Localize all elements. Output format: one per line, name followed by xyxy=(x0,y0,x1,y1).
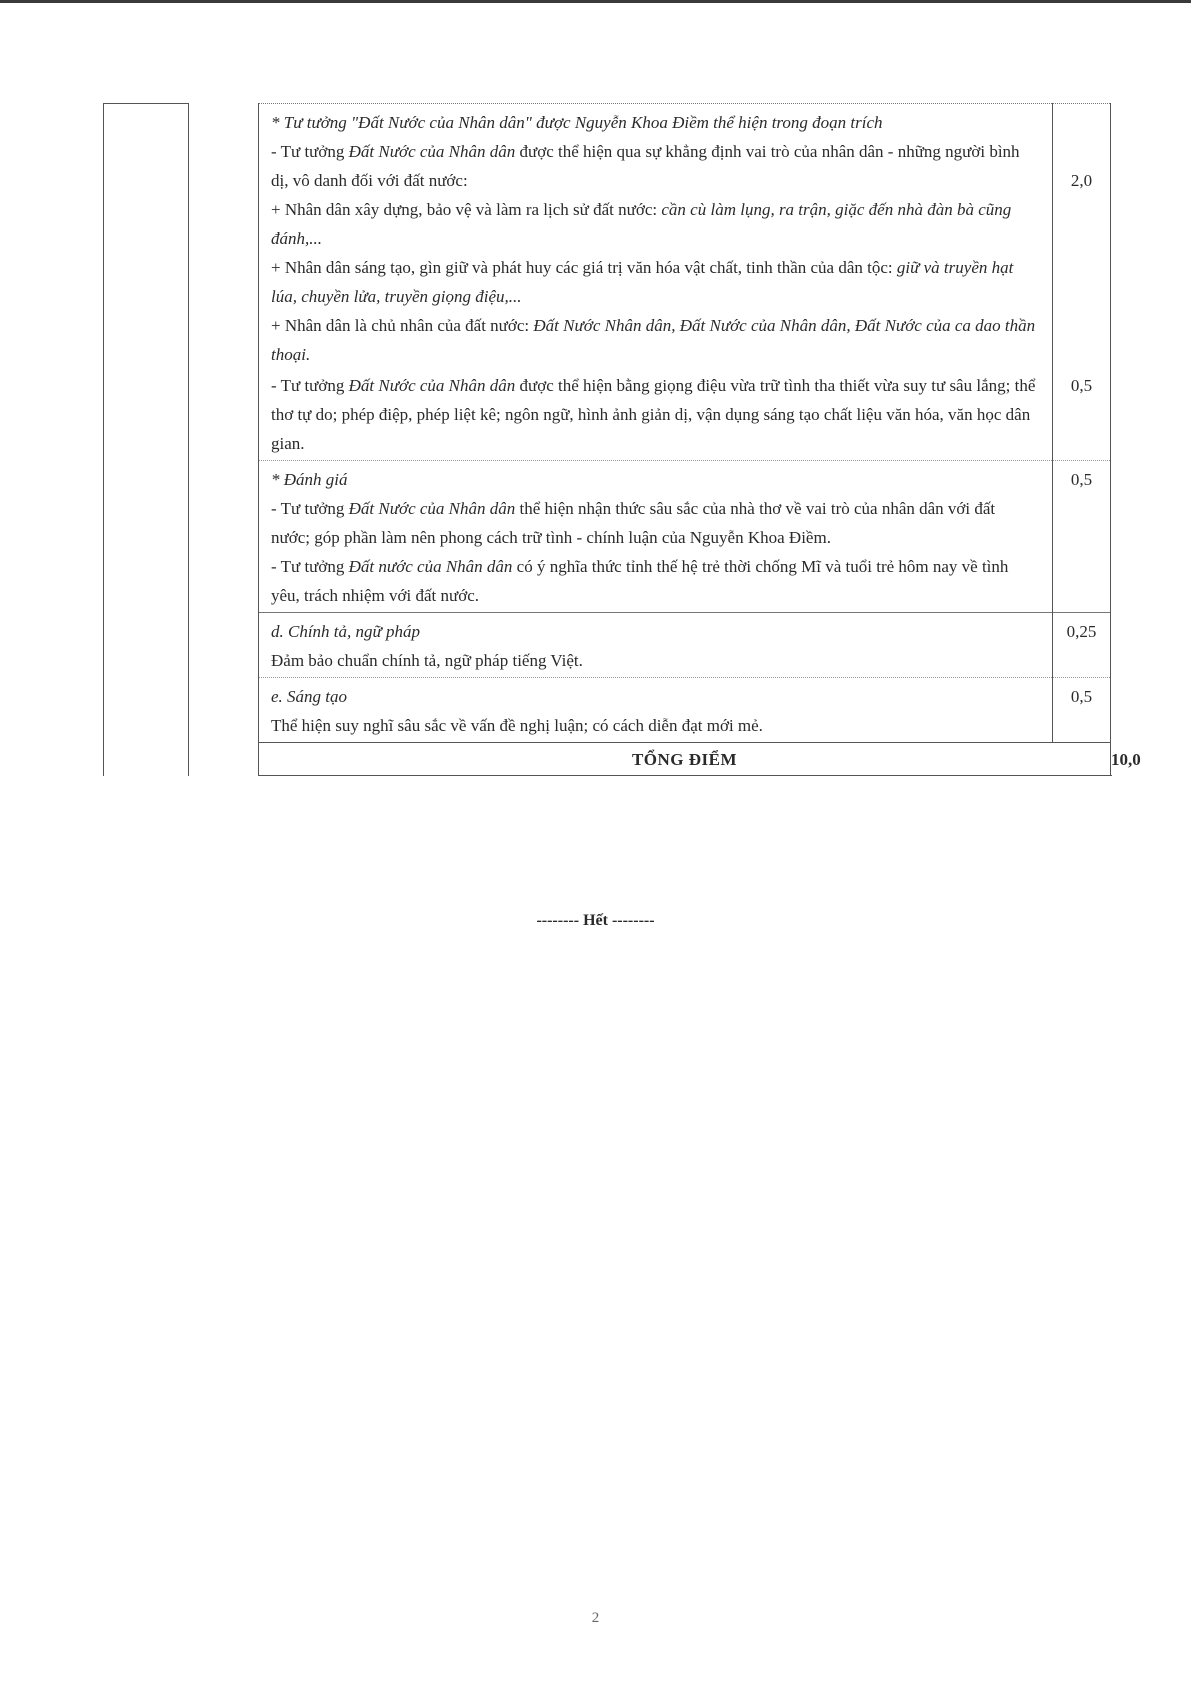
text-run: - Tư tưởng xyxy=(271,557,349,576)
criteria-paragraph xyxy=(271,552,1038,610)
text-run-italic: Đất nước của Nhân dân xyxy=(348,557,513,576)
score-value: 0,5 xyxy=(1070,687,1093,706)
criteria-paragraph xyxy=(271,494,1038,552)
criteria-paragraph xyxy=(271,137,1038,195)
part-cell xyxy=(189,104,259,776)
text-run: thể hiện nhận thức sâu sắc của nhà thơ về vai trò của nhân dân với đất nước; góp phần làm nên phong cách trữ tình - chính luận của Nguyễn Khoa Điềm. xyxy=(271,499,996,547)
end-marker: -------- Hết -------- xyxy=(536,912,655,929)
section-heading: * Đánh giá xyxy=(271,470,348,489)
page-top-edge xyxy=(0,0,1191,3)
text-run: được thể hiện bằng giọng điệu vừa trữ tình tha thiết vừa suy tư sâu lắng; thể thơ tự do; phép điệp, phép liệt kê; ngôn ngữ, hình ảnh giản dị, vận dụng sáng tạo chất liệu văn hóa, văn học dân gian. xyxy=(271,376,1036,453)
section-heading: * Tư tưởng "Đất Nước của Nhân dân" được Nguyễn Khoa Điềm thể hiện trong đoạn trích xyxy=(271,113,883,132)
text-run: + Nhân dân là chủ nhân của đất nước: xyxy=(271,316,534,335)
total-label: TỔNG ĐIỂM xyxy=(259,743,1111,776)
section-heading: d. Chính tả, ngữ pháp xyxy=(271,622,421,641)
score-value: 0,5 xyxy=(1070,470,1093,489)
text-run: + Nhân dân xây dựng, bảo vệ và làm ra lịch sử đất nước: xyxy=(271,200,662,219)
question-cell xyxy=(104,104,189,776)
text-run-italic: Đất Nước của Nhân dân xyxy=(348,376,516,395)
text-run-italic: cần cù làm lụng, ra trận, giặc đến nhà đàn bà cũng đánh,... xyxy=(271,200,1012,248)
text-run: + Nhân dân sáng tạo, gìn giữ và phát huy các giá trị văn hóa vật chất, tinh thần của dân tộc: xyxy=(271,258,897,277)
section-heading: e. Sáng tạo xyxy=(271,687,348,706)
score-cell xyxy=(1053,371,1111,461)
criteria-cell xyxy=(259,678,1053,743)
criteria-paragraph xyxy=(271,195,1038,253)
score-cell xyxy=(1053,461,1111,613)
criteria-cell xyxy=(259,461,1053,613)
text-run-italic: Đất Nước của Nhân dân xyxy=(348,142,516,161)
criteria-paragraph xyxy=(271,253,1038,311)
criteria-paragraph xyxy=(271,311,1038,369)
criteria-paragraph xyxy=(271,371,1038,458)
criteria-cell xyxy=(259,104,1053,372)
text-run-italic: Đất Nước của Nhân dân xyxy=(348,499,516,518)
text-run: được thể hiện qua sự khẳng định vai trò của nhân dân - những người bình dị, vô danh đối với đất nước: xyxy=(271,142,1020,190)
text-run-italic: Đất Nước Nhân dân, Đất Nước của Nhân dân, Đất Nước của ca dao thần thoại. xyxy=(271,316,1036,364)
text-run: - Tư tưởng xyxy=(271,499,349,518)
score-value: 0,5 xyxy=(1070,376,1093,395)
text-run-italic: giữ và truyền hạt lúa, chuyền lửa, truyền giọng điệu,... xyxy=(271,258,1014,306)
criteria-paragraph: Thể hiện suy nghĩ sâu sắc về vấn đề nghị luận; có cách diễn đạt mới mẻ. xyxy=(271,716,763,735)
score-cell xyxy=(1053,104,1111,372)
table-row xyxy=(104,104,1111,372)
text-run: có ý nghĩa thức tỉnh thế hệ trẻ thời chống Mĩ và tuổi trẻ hôm nay về tình yêu, trách nhiệm với đất nước. xyxy=(271,557,1009,605)
text-run: - Tư tưởng xyxy=(271,142,349,161)
grading-table xyxy=(103,103,1141,776)
criteria-paragraph: Đảm bảo chuẩn chính tả, ngữ pháp tiếng Việt. xyxy=(271,651,583,670)
page-number: 2 xyxy=(591,1610,600,1626)
score-cell xyxy=(1053,678,1111,743)
score-value: 2,0 xyxy=(1070,171,1093,190)
criteria-cell xyxy=(259,371,1053,461)
text-run: - Tư tưởng xyxy=(271,376,349,395)
score-value: 0,25 xyxy=(1066,622,1097,641)
total-row: TỔNG ĐIỂM 10,0 xyxy=(104,743,1111,776)
criteria-cell xyxy=(259,613,1053,678)
score-cell xyxy=(1053,613,1111,678)
